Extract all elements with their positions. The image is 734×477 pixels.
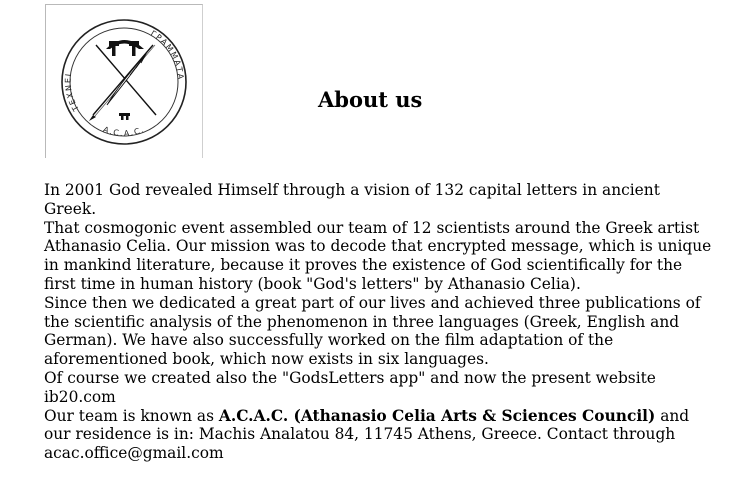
paragraph-vision: In 2001 God revealed Himself through a vision of 132 capital letters in ancient Greek. xyxy=(44,181,660,218)
svg-text:A.C.A.C.: A.C.A.C. xyxy=(101,124,147,139)
svg-text:ΤΕΧΝΕΙ: ΤΕΧΝΕΙ xyxy=(63,71,81,113)
team-prefix: Our team is known as xyxy=(44,406,219,425)
page-title: About us xyxy=(318,87,423,112)
about-text xyxy=(44,181,716,463)
paragraph-publications: Since then we dedicated a great part of our lives and achieved three publications of the scientific analysis of the phenomenon in three languages (Greek, English and German). We have also successfully worked on the film adaptation of the aforementioned book, which now exists in six languages. xyxy=(44,293,701,369)
acac-logo xyxy=(45,4,203,158)
svg-text:ΓΡΑΜΜΑΤΑ: ΓΡΑΜΜΑΤΑ xyxy=(148,28,186,82)
paragraph-team xyxy=(44,407,716,463)
paragraph-app: Of course we created also the "GodsLetters app" and now the present website ib20.com xyxy=(44,368,656,406)
paragraph-mission: That cosmogonic event assembled our team of 12 scientists around the Greek artist Athanasio Celia. Our mission was to decode that encrypted message, which is unique in mankind literature, because it proves the existence of God scientifically for the first time in human history (book "God's letters" by Athanasio Celia). xyxy=(44,218,712,293)
team-address-contact: and our residence is in: Machis Analatou 84, 11745 Athens, Greece. Contact through acac.office@gmail.com xyxy=(44,406,690,463)
team-name: A.C.A.C. (Athanasio Celia Arts & Sciences Council) xyxy=(218,406,656,425)
